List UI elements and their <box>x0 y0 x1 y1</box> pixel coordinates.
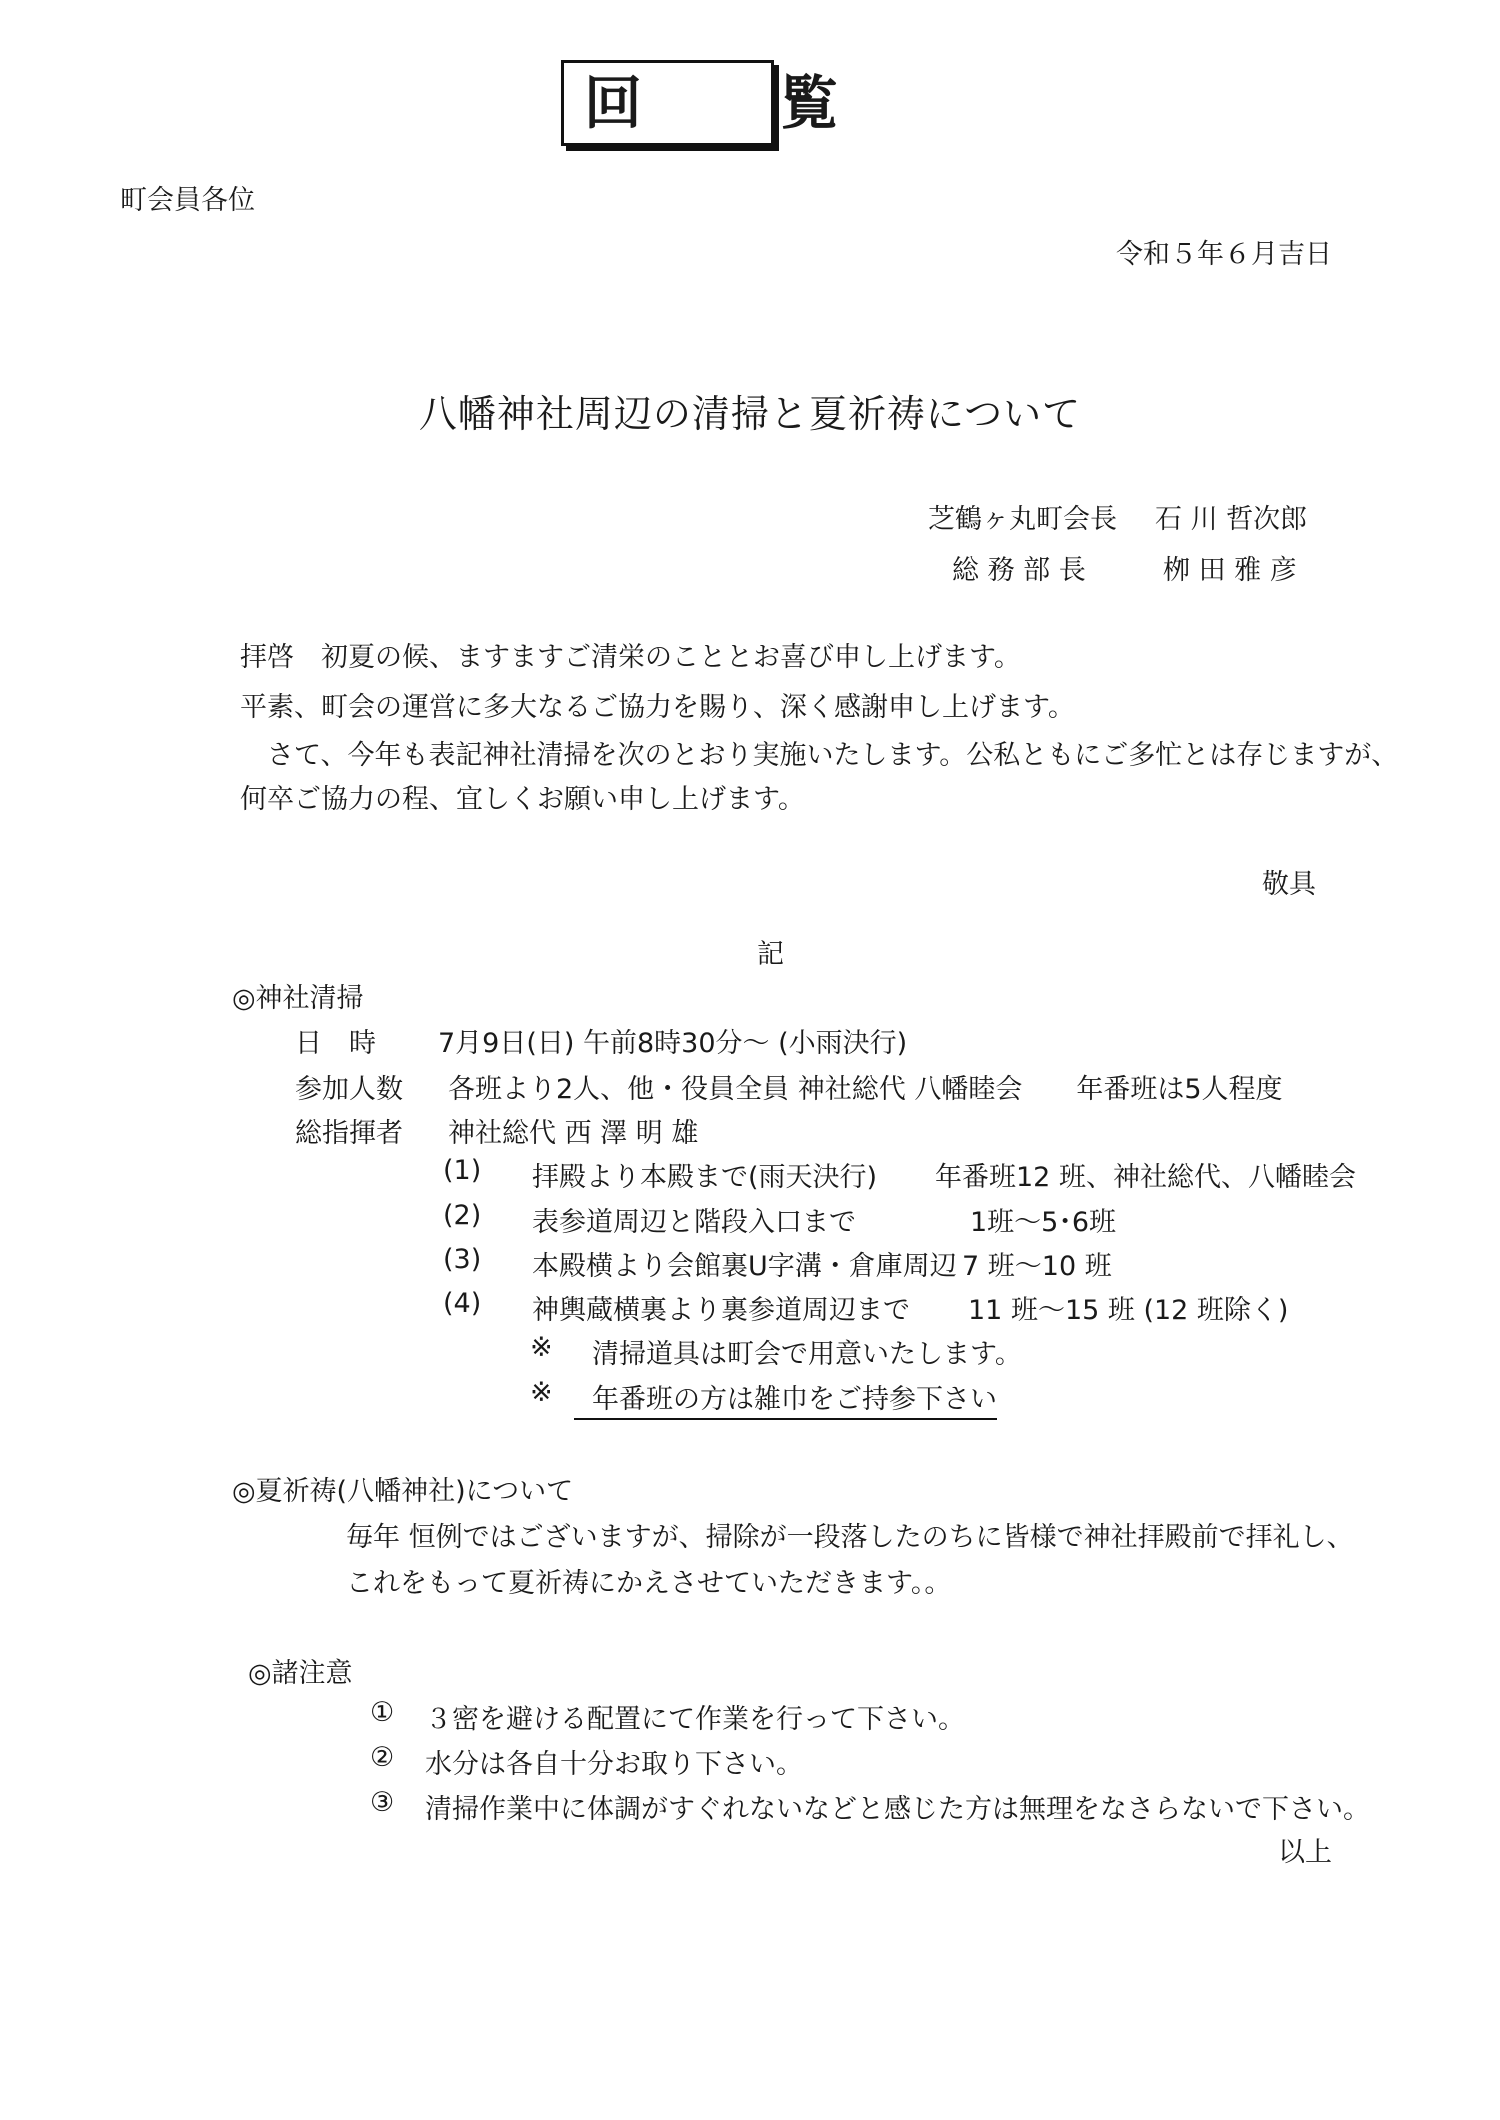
note-text: 清掃道具は町会で用意いたします。 <box>592 1339 1022 1370</box>
issue-date: 令和５年６月吉日 <box>1116 239 1332 270</box>
caution-number: ① <box>370 1697 395 1728</box>
area-number: (4) <box>443 1288 482 1319</box>
area-location: 表参道周辺と階段入口まで <box>532 1207 856 1238</box>
greeting-line-3: さて、今年も表記神社清掃を次のとおり実施いたします。公私ともにご多忙とは存じますが、 <box>240 740 1399 771</box>
area-number: (2) <box>443 1200 482 1231</box>
detail-value-datetime: 7月9日(日) 午前8時30分～ (小雨決行) <box>438 1028 908 1059</box>
greeting-line-1: 拝啓 初夏の候、ますますご清栄のこととお喜び申し上げます。 <box>240 642 1021 673</box>
area-groups: 7 班～10 班 <box>962 1251 1112 1282</box>
sender-role-1: 芝鶴ヶ丸町会長 <box>928 504 1117 535</box>
caution-number: ③ <box>370 1787 395 1818</box>
ki-marker: 記 <box>757 939 784 970</box>
area-location: 本殿横より会館裏U字溝・倉庫周辺 <box>532 1251 957 1282</box>
detail-label-datetime: 日 時 <box>295 1028 376 1059</box>
cautions-heading: ◎諸注意 <box>248 1658 353 1689</box>
greeting-line-2: 平素、町会の運営に多大なるご協力を賜り、深く感謝申し上げます。 <box>240 692 1075 723</box>
area-groups: 11 班～15 班 (12 班除く) <box>968 1295 1289 1326</box>
area-location: 拝殿より本殿まで(雨天決行) <box>532 1162 878 1193</box>
sender-name-2: 栁 田 雅 彦 <box>1163 555 1297 586</box>
prayer-line-1: 毎年 恒例ではございますが、掃除が一段落したのちに皆様で神社拝殿前で拝礼し、 <box>346 1522 1354 1553</box>
area-groups: 1班～5･6班 <box>970 1207 1117 1238</box>
detail-value-director: 神社総代 西 澤 明 雄 <box>448 1118 699 1149</box>
caution-number: ② <box>370 1742 395 1773</box>
closing-keigu: 敬具 <box>1262 869 1316 900</box>
note-mark: ※ <box>530 1332 553 1363</box>
prayer-heading: ◎夏祈祷(八幡神社)について <box>232 1476 574 1507</box>
addressee: 町会員各位 <box>120 185 255 216</box>
cleaning-heading: ◎神社清掃 <box>232 983 364 1014</box>
prayer-line-2: これをもって夏祈祷にかえさせていただきます。。 <box>346 1568 952 1599</box>
sender-name-1: 石 川 哲次郎 <box>1155 504 1308 535</box>
caution-text: 水分は各自十分お取り下さい。 <box>425 1749 803 1780</box>
page-title: 八幡神社周辺の清掃と夏祈祷について <box>418 392 1082 436</box>
detail-label-director: 総指揮者 <box>295 1118 403 1149</box>
area-groups: 年番班12 班、神社総代、八幡睦会 <box>935 1162 1356 1193</box>
area-location: 神輿蔵横裏より裏参道周辺まで <box>532 1295 910 1326</box>
area-number: (3) <box>443 1244 482 1275</box>
caution-text: ３密を避ける配置にて作業を行って下さい。 <box>425 1704 965 1735</box>
detail-value-participants: 各班より2人、他・役員全員 神社総代 八幡睦会 年番班は5人程度 <box>448 1074 1283 1105</box>
greeting-line-4: 何卒ご協力の程、宜しくお願い申し上げます。 <box>240 784 805 815</box>
end-marker: 以上 <box>1278 1837 1332 1868</box>
area-number: (1) <box>443 1155 482 1186</box>
detail-label-participants: 参加人数 <box>295 1074 403 1105</box>
note-text-underlined: 年番班の方は雑巾をご持参下さい <box>574 1377 997 1420</box>
caution-text: 清掃作業中に体調がすぐれないなどと感じた方は無理をなさらないで下さい。 <box>425 1794 1370 1825</box>
sender-role-2: 総 務 部 長 <box>952 555 1086 586</box>
note-mark: ※ <box>530 1377 553 1408</box>
kairan-stamp: 回 覧 <box>561 60 774 146</box>
